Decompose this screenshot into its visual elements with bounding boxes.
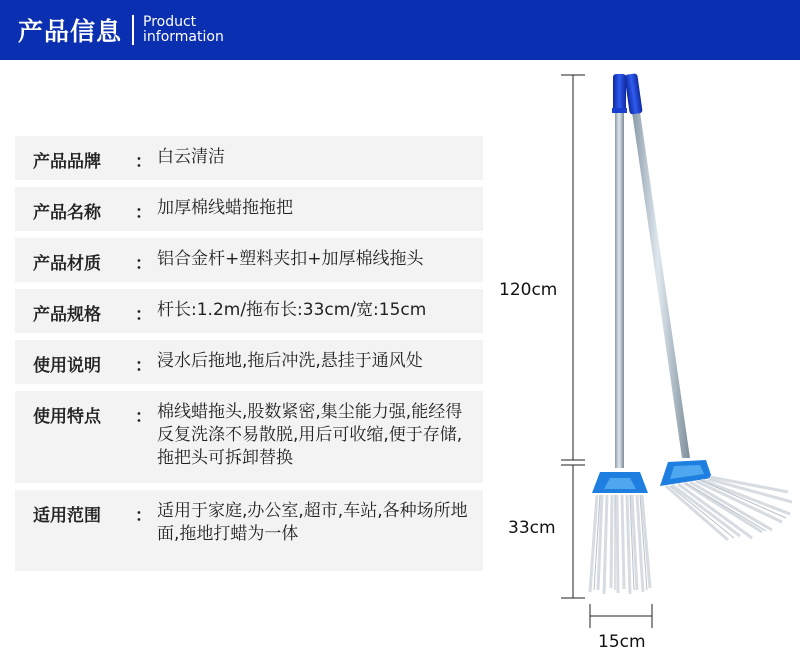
grip-right [624, 73, 642, 114]
spec-colon: ： [135, 152, 152, 172]
spec-value: 铝合金杆+塑料夹扣+加厚棉线拖头 [157, 249, 424, 269]
spec-label: 产品品牌 [33, 152, 101, 172]
spec-colon: ： [135, 506, 152, 526]
dim-label-head-width: 15cm [598, 632, 646, 652]
spec-label: 使用说明 [33, 356, 101, 376]
spec-value: 杆长:1.2m/拖布长:33cm/宽:15cm [157, 300, 427, 320]
spec-label: 产品名称 [33, 203, 101, 223]
spec-colon: ： [135, 254, 152, 274]
spec-label: 产品材质 [33, 254, 101, 274]
spec-colon: ： [135, 203, 152, 223]
dim-label-head-length: 33cm [508, 518, 556, 538]
spec-value: 浸水后拖地,拖后冲洗,悬挂于通风处 [157, 351, 423, 371]
spec-label: 产品规格 [33, 305, 101, 325]
header-title: 产品信息 [18, 17, 123, 46]
pole-left [615, 108, 624, 468]
header-subtitle-line2: information [143, 29, 224, 45]
mop-right [624, 73, 792, 540]
dim-label-handle-length: 120cm [499, 280, 558, 300]
spec-colon: ： [135, 356, 152, 376]
spec-label: 使用特点 [33, 407, 101, 427]
spec-value: 白云清洁 [157, 147, 225, 167]
header-subtitle-line1: Product [143, 14, 197, 30]
spec-colon: ： [135, 407, 152, 427]
spec-label: 适用范围 [33, 506, 101, 526]
spec-colon: ： [135, 305, 152, 325]
spec-value: 加厚棉线蜡拖拖把 [157, 198, 293, 218]
spec-value: 适用于家庭,办公室,超市,车站,各种场所地面,拖地打蜡为一体 [157, 501, 468, 544]
pole-right [632, 112, 690, 458]
grip-left [613, 74, 626, 112]
spec-value: 棉线蜡拖头,股数紧密,集尘能力强,能经得反复洗涤不易散脱,用后可收缩,便于存储,拖把头可拆卸替换 [157, 402, 463, 468]
